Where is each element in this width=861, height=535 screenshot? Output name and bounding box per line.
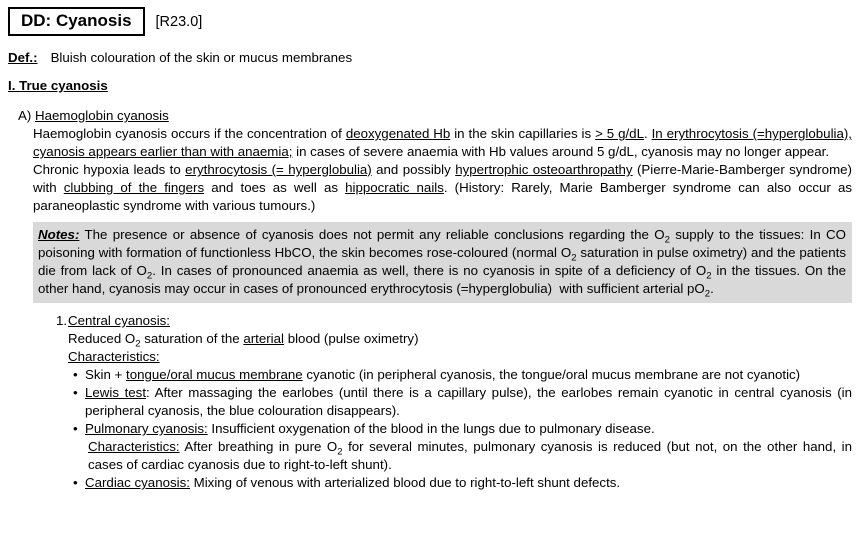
notes-block: Notes: The presence or absence of cyanosis does not permit any reliable conclusions regarding the $O_2$ supply to the tissues: In CO poisoning with formation of functionless HbCO, the skin becomes rose-coloured (normal $O_2$ saturation in pulse oximetry) and the patients die from lack of $O_2$. In cases of pronounced anaemia as well, there is no cyanosis in spite of a deficiency of $O_2$ in the tissues. On the other hand, cyanosis may occur in cases of pronounced erythrocytosis (=hyperglobulia) with sufficient arterial $pO_2$. xyxy=(33,222,852,303)
page-title: DD: Cyanosis xyxy=(21,11,132,30)
bullet-pulmonary-line: Pulmonary cyanosis: Insufficient oxygenation of the blood in the lungs due to pulmonary disease. xyxy=(85,421,655,436)
definition-label: Def.: xyxy=(8,50,38,65)
item-1-heading: Central cyanosis: xyxy=(68,313,170,328)
bullet-skin-mucus-membrane xyxy=(73,366,852,384)
subsection-a-label: A) xyxy=(18,108,32,123)
bullet-icon: • xyxy=(73,475,78,490)
section-heading-true-cyanosis: I. True cyanosis xyxy=(8,78,108,93)
item-1-description: Reduced $O_2$ saturation of the arterial blood (pulse oximetry) xyxy=(68,331,419,350)
bullet-icon: • xyxy=(73,367,78,382)
bullet-lewis-test-text: Lewis test: After massaging the earlobes (until there is a capillary pulse), the earlobes remain cyanotic in central cyanosis (in peripheral cyanosis, the blue colouration disappears). xyxy=(85,385,853,418)
characteristics-label: Characteristics: xyxy=(68,349,160,364)
page-title-box xyxy=(8,7,145,36)
title-row xyxy=(8,7,852,36)
subsection-a-heading-row xyxy=(18,107,852,125)
item-1-body xyxy=(68,330,852,366)
bullet-lewis-test xyxy=(73,384,852,420)
paragraph-haemoglobin-cyanosis: Haemoglobin cyanosis occurs if the concentration of deoxygenated Hb in the skin capillaries is > 5 g/dL. In erythrocytosis (=hyperglobulia), cyanosis appears earlier than with anaemia; in cases of severe anaemia with Hb values around 5 g/dL, cyanosis may no longer appear. xyxy=(33,126,852,159)
subsection-a-heading: Haemoglobin cyanosis xyxy=(35,108,169,123)
bullet-cardiac-cyanosis xyxy=(73,474,852,492)
definition-line xyxy=(8,49,852,67)
item-1-heading-row xyxy=(56,312,852,330)
bullet-pulmonary-characteristics: Characteristics: After breathing in pure $O_2$ for several minutes, pulmonary cyanosis is reduced (but not, on the other hand, in cases of cardiac cyanosis due to right-to-left shunt). xyxy=(88,439,852,472)
bullet-cardiac-text: Cardiac cyanosis: Mixing of venous with arterialized blood due to right-to-left shunt defects. xyxy=(85,475,621,490)
bullet-icon: • xyxy=(73,421,78,436)
definition-text: Bluish colouration of the skin or mucus membranes xyxy=(50,50,353,65)
item-1-label: 1. xyxy=(56,313,68,328)
bullet-icon: • xyxy=(73,385,78,400)
icd-code: [R23.0] xyxy=(155,13,203,30)
bullet-pulmonary-text xyxy=(85,420,852,474)
bullet-pulmonary-cyanosis xyxy=(73,420,852,474)
paragraph-chronic-hypoxia: Chronic hypoxia leads to erythrocytosis (= hyperglobulia) and possibly hypertrophic osteoarthropathy (Pierre-Marie-Bamberger syndrome) with clubbing of the fingers and toes as well as hippocratic nails. (History: Rarely, Marie Bamberger syndrome can also occur as paraneoplastic syndrome with various tumours.) xyxy=(33,162,852,213)
bullet-skin-text: Skin + tongue/oral mucus membrane cyanotic (in peripheral cyanosis, the tongue/oral mucus membrane are not cyanotic) xyxy=(85,367,801,382)
